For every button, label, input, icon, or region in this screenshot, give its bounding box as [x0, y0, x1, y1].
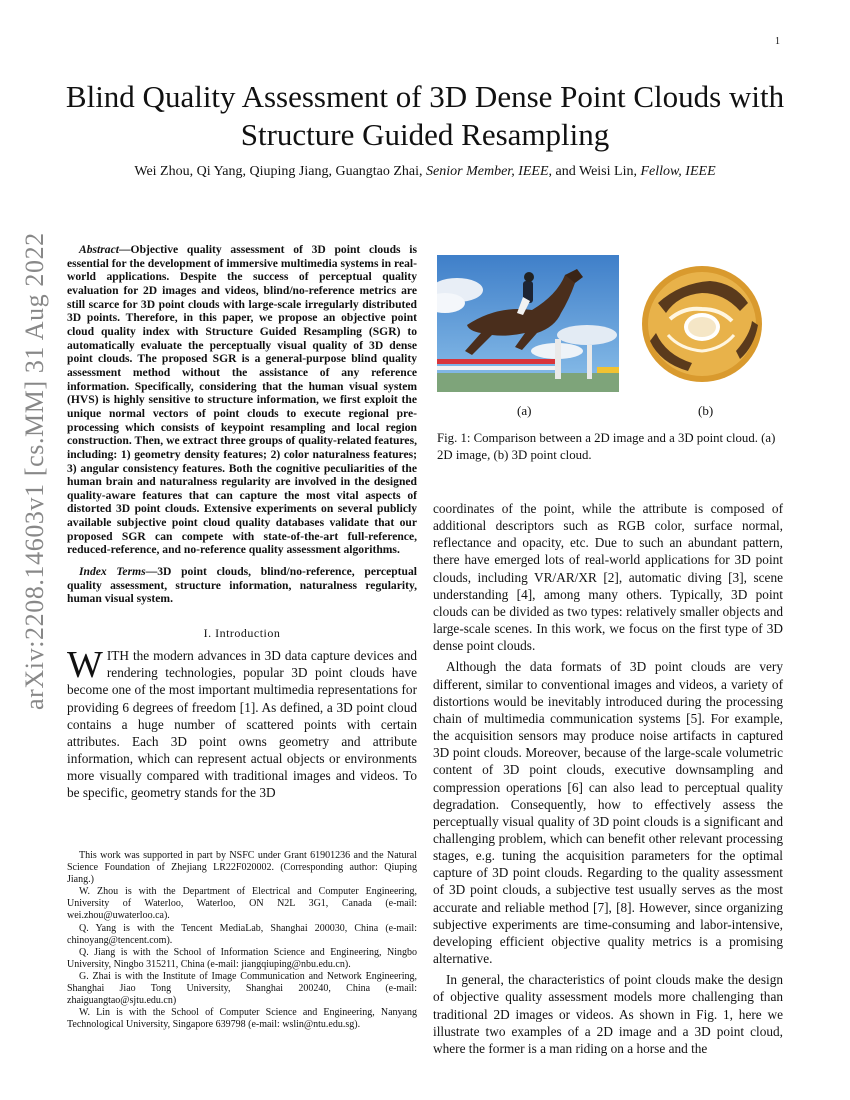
page-number: 1 — [775, 36, 780, 47]
index-terms-text: —3D point clouds, blind/no-reference, perceptual quality assessment, structure information, naturalness regularity, human visual system. — [67, 565, 417, 606]
author-role-zhai: Senior Member, IEEE — [426, 164, 549, 179]
author-names: Wei Zhou, Qi Yang, Qiuping Jiang, Guangtao Zhai, — [134, 164, 427, 179]
right-paragraph-3: In general, the characteristics of point clouds make the design of objective quality assessment models more challenging than traditional 2D images or videos. As shown in Fig. 1, here we illustrate two examples of a 2D image and a 3D point cloud, where the former is a man riding on a horse and the — [433, 972, 783, 1056]
footnote-zhou: W. Zhou is with the Department of Electrical and Computer Engineering, University of Waterloo, Waterloo, ON N2L 3G1, Canada (e-mail: wei.zhou@uwaterloo.ca). — [67, 886, 417, 922]
right-column — [433, 500, 783, 1057]
horse-rider-image — [437, 255, 619, 392]
author-list — [60, 164, 790, 180]
paper-title: Blind Quality Assessment of 3D Dense Point Clouds with Structure Guided Resampling — [65, 79, 785, 152]
footnote-yang: Q. Yang is with the Tencent MediaLab, Shanghai 200030, China (e-mail: chinoyang@tencent.com). — [67, 922, 417, 946]
index-terms-label: Index Terms — [79, 565, 146, 579]
figure-caption: Fig. 1: Comparison between a 2D image and a 3D point cloud. (a) 2D image, (b) 3D point cloud. — [437, 431, 776, 462]
right-paragraph-1: coordinates of the point, while the attribute is composed of additional descriptors such as RGB color, surface normal, reflectance and opacity, etc. Due to such an abundant pattern, there have emerged lots of real-world applications for 3D point clouds, including VR/AR/XR [2], automatic diving [3], scene understanding [4], among many others. Typically, 3D point clouds can be divided as two types: relatively smaller objects and large-scale scenes. In this work, we focus on the first type of 3D dense point clouds. — [433, 501, 783, 654]
donut-point-cloud-image — [640, 263, 764, 385]
intro-paragraph — [67, 644, 417, 801]
abstract-label: Abstract — [79, 243, 119, 256]
footnote-zhai: G. Zhai is with the Institute of Image Communication and Network Engineering, Shanghai Jiao Tong University, Shanghai 200240, China (e-mail: zhaiguangtao@sjtu.edu.cn) — [67, 970, 417, 1007]
right-paragraph-2: Although the data formats of 3D point clouds are very different, similar to conventional images and videos, a variety of distortions would be inevitably introduced during the processing chain of multimedia communication systems [5]. For example, the acquisition sensors may produce noise artifacts in captured 3D point clouds. Moreover, because of the large-scale volumetric content of 3D point clouds, executive downsampling and compression operations [6] can also lead to perceptual quality degradation. Consequently, how to effectively assess the perceptually visual quality of 3D point clouds is a significant and challenging problem, which can benefit other relevant processing stages, e.g. tuning the acquisition parameters for the optimal capture of 3D point clouds. Regarding to the quality assessment of 3D point clouds, a subjective test usually serves as the most accurate and reliable method [7], [8]. However, since organizing subjective experiments are time-consuming and labor-intensive, developing efficient objective quality metrics is a promising alternative. — [433, 659, 783, 967]
intro-paragraph-text: ITH the modern advances in 3D data capture devices and rendering technologies, popular 3D point clouds have become one of the most important multimedia representations for providing 6 degrees of freedom [1]. As defined, a 3D point cloud contains a huge number of scattered points with certain attributes. Each 3D point owns geometry and attribute information, which can represent actual objects or environments more visually compared with traditional images and videos. To be specific, geometry stands for the 3D — [67, 648, 417, 801]
subfigure-label-a: (a) — [517, 403, 532, 418]
dropcap: W — [67, 644, 103, 687]
subfigure-label-b: (b) — [698, 403, 714, 418]
footnote-jiang: Q. Jiang is with the School of Information Science and Engineering, Ningbo University, Ningbo 315211, China (e-mail: jiangqiuping@nbu.edu.cn). — [67, 946, 417, 970]
left-column — [67, 243, 417, 801]
footnotes — [67, 850, 417, 1031]
footnote-funding: This work was supported in part by NSFC under Grant 61901236 and the Natural Science Foundation of Zhejiang LR22F020002. (Corresponding author: Qiuping Jiang.) — [67, 850, 417, 886]
horse-rider-photo — [437, 255, 619, 392]
section-heading-introduction: I. Introduction — [203, 626, 281, 641]
arxiv-stamp[interactable]: arXiv:2208.14603v1 [cs.MM] 31 Aug 2022 — [20, 232, 49, 710]
index-terms — [67, 565, 417, 606]
figure-1 — [437, 255, 782, 462]
abstract — [67, 243, 417, 557]
point-cloud-donut — [640, 263, 764, 385]
author-role-lin: Fellow, IEEE — [640, 164, 716, 179]
author-separator: , and Weisi Lin, — [548, 164, 641, 179]
abstract-text: —Objective quality assessment of 3D point clouds is essential for the development of immersive multimedia systems in real-world applications. Despite the success of perceptual quality evaluation for 2D images and videos, blind/no-reference metrics are still scarce for 3D point clouds with large-scale irregularly distributed 3D points. Therefore, in this paper, we propose an objective point cloud quality index with Structure Guided Resampling (SGR) to automatically evaluate the perceptually visual quality of 3D dense point clouds. The proposed SGR is a general-purpose blind quality assessment method without the assistance of any reference information. Specifically, considering that the human visual system (HVS) is highly sensitive to structure information, we first exploit the unique normal vectors of point clouds to execute regional pre-processing which consists of keypoint resampling and local region construction. Then, we extract three groups of quality-related features, including: 1) geometry density features; 2) color naturalness features; 3) angular consistency features. Both the cognitive peculiarities of the human brain and naturalness regularity are involved in the designed quality-aware features that can capture the most vital aspects of distorted 3D point clouds. Extensive experiments on several publicly available subjective point cloud quality databases validate that our proposed SGR can compete with state-of-the-art full-reference, reduced-reference, and no-reference quality assessment algorithms. — [67, 243, 417, 557]
footnote-lin: W. Lin is with the School of Computer Science and Engineering, Nanyang Technological University, Singapore 639798 (e-mail: wslin@ntu.edu.sg). — [67, 1007, 417, 1031]
